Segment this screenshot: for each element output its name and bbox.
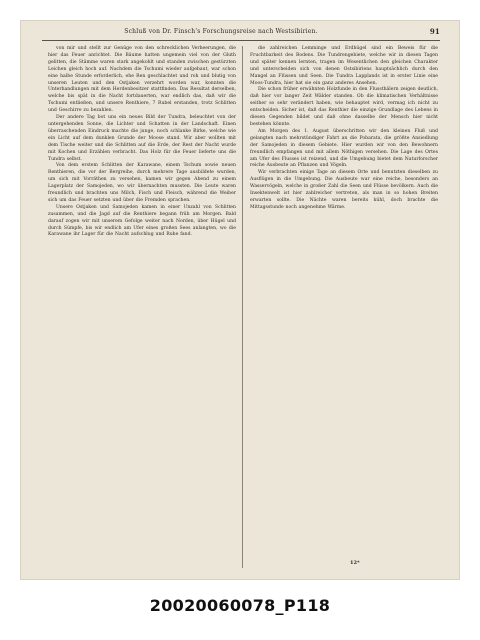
scanned-page bbox=[20, 20, 460, 580]
header-rule bbox=[42, 40, 440, 41]
right-text-column bbox=[250, 46, 438, 558]
left-text-column bbox=[48, 46, 236, 566]
paragraph: Am Morgen des 1. August überschritten wir den kleinen Fluß und gelangten nach mehrstündiger Fahrt an die Pobarata, die größte Ansiedlung der Samojeden in diesem Gebiete. Hier wurden wir von den Bewohnern freundlich empfangen und mit allem Nöthigen versehen. Die Lage des Ortes am Ufer des Flusses ist reizend, und die Umgebung bietet dem Naturforscher reiche Ausbeute an Pflanzen und Vögeln. bbox=[250, 128, 438, 169]
column-divider bbox=[242, 46, 243, 568]
image-caption: 20020060078_P118 bbox=[149, 596, 331, 615]
paragraph: Die schon früher erwähnten Holzfunde in den Flussthälern zeigen deutlich, daß hier vor langer Zeit Wälder standen. Ob die klimatischen Verhältnisse seither so sehr verändert haben, wie behauptet wird, vermag ich nicht zu entscheiden. Sicher ist, daß das Renthier die einzige Grundlage des Lebens in diesen Gegenden bildet und daß ohne dasselbe der Mensch hier nicht bestehen könnte. bbox=[250, 87, 438, 127]
paragraph: Unsere Ostjaken und Samojeden kamen in einer Unzahl von Schlitten zusammen, und die Jagd auf die Renthiere begann früh am Morgen. Bald darauf zogen wir mit unserem Gefolge weiter nach Norden, über Hügel und durch Sümpfe, bis wir endlich am Ufer eines großen Sees anlangten, wo die Karawane ihr Lager für die Nacht aufschlug und Ruhe fand. bbox=[48, 204, 236, 238]
header-title: Schluß von Dr. Finsch's Forschungsreise nach Westsibirien. bbox=[124, 28, 318, 35]
paragraph: Wir verbrachten einige Tage an diesem Orte und benutzten dieselben zu Ausflügen in die Umgebung. Die Ausbeute war eine reiche, besonders an Wasservögeln, welche in großer Zahl die Seen und Flüsse bevölkern. Auch die Insektenwelt ist hier zahlreicher vertreten, als man in so hohen Breiten erwarten sollte. Die Nächte waren bereits kühl, doch brachte die Mittagsstunde noch angenehme Wärme. bbox=[250, 170, 438, 210]
signature-mark: 12* bbox=[350, 560, 360, 566]
page-number: 91 bbox=[429, 27, 440, 36]
paragraph: die zahlreichen Lemminge und Erdhügel sind ein Beweis für die Fruchtbarkeit des Bodens. Die Tundrengebiete, welche wir in diesen Tagen und später kennen lernten, tragen im Wesentlichen den gleichen Charakter und unterscheiden sich von denen Ostsibiriens hauptsächlich durch den Mangel an Flüssen und Seen. Die Tundra Lapplands ist in erster Linie eine Moos-Tundra, hier hat sie ein ganz anderes Ansehen. bbox=[250, 46, 438, 86]
paragraph: Von dem erstem Schlitten der Karawane, einem Tschum sowie neuen Renthieren, die vor der Bergreihe, durch mehrere Tage ausbildete wurden, um sich mit Vorräthen zu versehen, kamen wir gegen Abend zu einem Lagerplatz der Samojeden, wo wir übernachten mussten. Die Leute waren freundlich und brachten uns Milch, Fisch und Fleisch, während die Weiber sich um das Feuer setzten und über die Fremden sprachen. bbox=[48, 163, 236, 203]
paragraph: von mir und stellt zur Genüge von den schrecklichen Verheerungen, die hier das Feuer anrichtet. Die Bäume hatten ungemein viel von der Gluth gelitten, die Stämme waren stark angekohlt und standen zwischen gestürzten Leichen gleich hoch auf. Nachdem die Tschumi wieder aufgebaut, war schon eine halbe Stunde erforderlich, ehe Ren geschlachtet und roh und blutig von unseren Leuten und den Ostjaken verzehrt worden war, konnten die Unterhandlungen mit dem Herdenbesitzer stattfinden. Das Resultat derselben, welche bis spät in die Nacht fortdauerten, war endlich das, daß wir die Tschumi entließen, und unsere Renthiere, 7 Rubel erstanden, trotz Schlitten und Geschirre zu bezahlen. bbox=[48, 46, 236, 114]
paragraph: Der andere Tag bot uns ein neues Bild der Tundra, beleuchtet von der untergehenden Sonne, die Lichter und Schatten in der Landschaft. Einen überraschenden Eindruck machte die junge, noch schlanke Birke, welche wie ein Licht auf dem dunklen Grunde der Moose stand. Wir aber wollten mit dem Tische weiter und die Schlitten auf die Erde, der Rest der Nacht wurde mit Kochen und Erzählen verbracht. Das Holz für die Feuer lieferte uns die Tundra selbst. bbox=[48, 115, 236, 162]
running-header bbox=[42, 26, 440, 40]
